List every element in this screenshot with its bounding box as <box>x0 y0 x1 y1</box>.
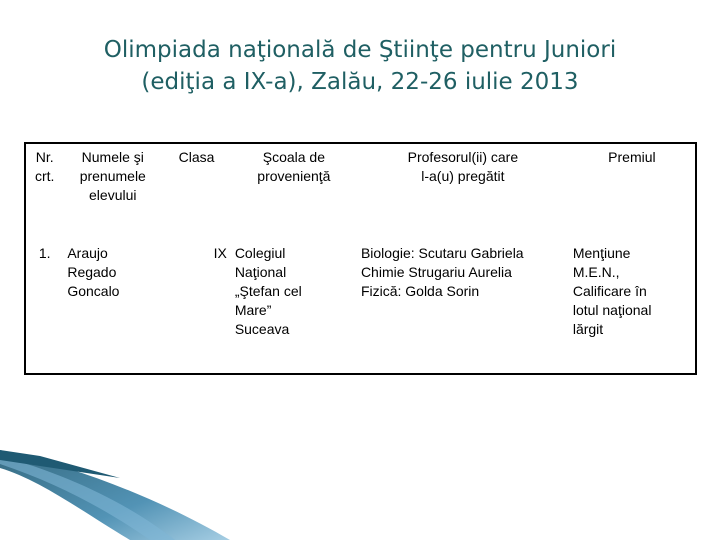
title-line-2: (ediţia a IX-a), Zalău, 22-26 iulie 2013 <box>141 69 579 95</box>
cell-nr: 1. <box>38 245 51 261</box>
header-student-name: Numele şi prenumele elevului <box>79 149 146 203</box>
header-prize: Premiul <box>608 149 656 165</box>
cell-student-name: Araujo Regado Goncalo <box>67 245 120 299</box>
header-teacher: Profesorul(ii) care l-a(u) pregătit <box>407 149 519 184</box>
cell-school: Colegiul Naţional „Ştefan cel Mare” Suceava <box>234 245 302 337</box>
table-header-row <box>25 143 696 238</box>
header-class: Clasa <box>178 149 215 165</box>
header-nr: Nr. crt. <box>34 149 55 184</box>
cell-prize: Menţiune M.E.N., Calificare în lotul naţional lărgit <box>572 245 652 337</box>
table-row <box>25 238 696 374</box>
cell-teacher: Biologie: Scutaru Gabriela Chimie Strugariu Aurelia Fizică: Golda Sorin <box>360 245 524 299</box>
cell-class: IX <box>213 245 227 261</box>
title-line-1: Olimpiada naţională de Ştiinţe pentru Juniori <box>103 37 617 63</box>
decorative-wave <box>0 450 720 540</box>
header-school: Şcoala de provenienţă <box>257 149 331 184</box>
page-title <box>0 34 720 98</box>
results-table <box>24 142 697 375</box>
